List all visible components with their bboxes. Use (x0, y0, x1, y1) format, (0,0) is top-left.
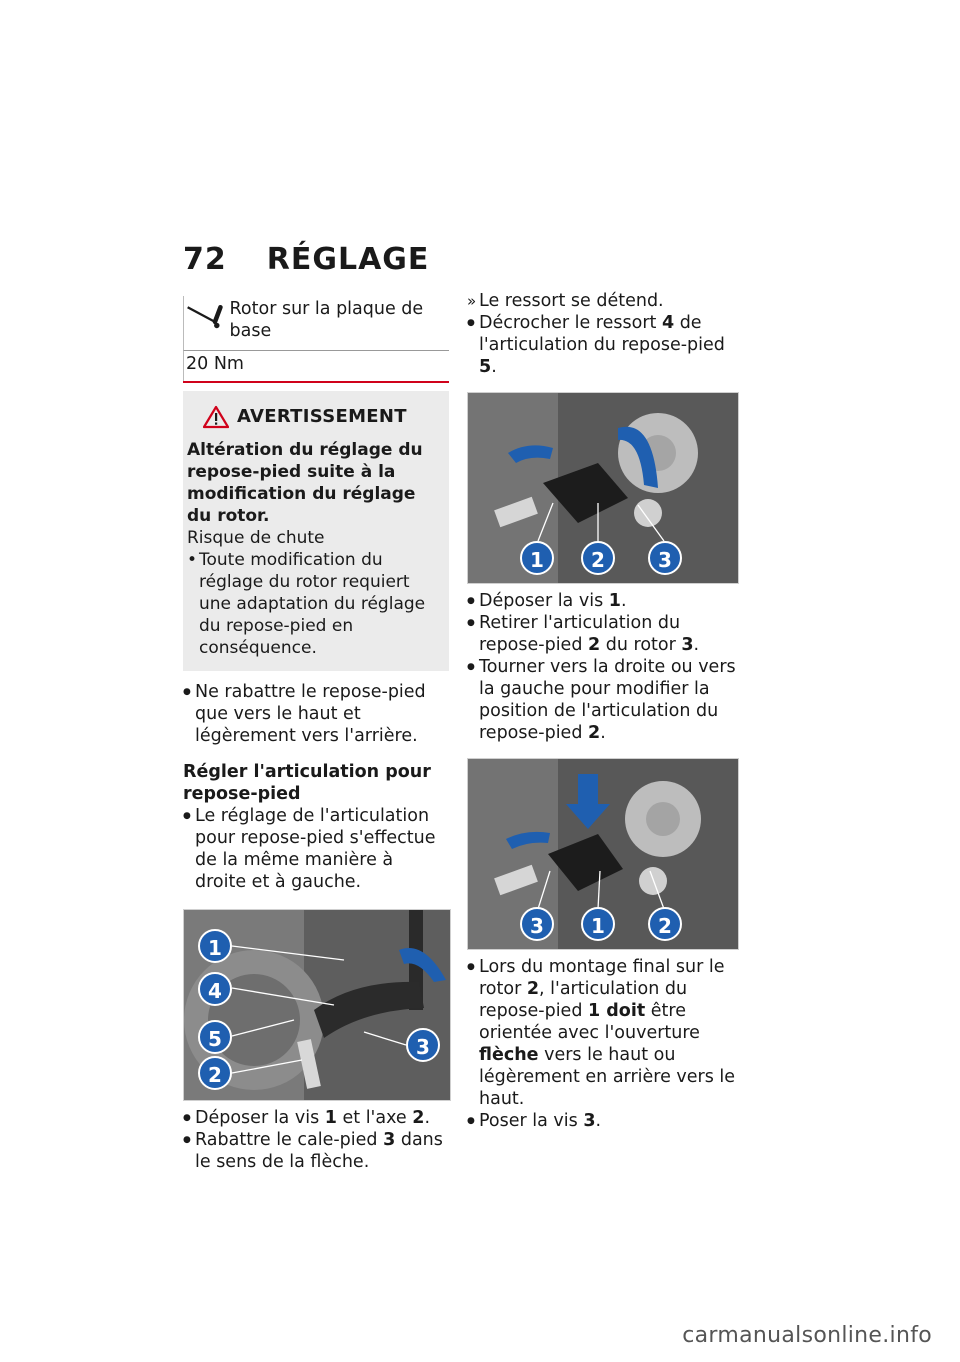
warning-headline: Altération du réglage du repose-pied suite à la modification du réglage du rotor. (187, 440, 423, 526)
figure-label-badge: 1 (198, 929, 232, 963)
figure-label-badge: 4 (198, 972, 232, 1006)
figure-rotor-assembly (467, 758, 739, 950)
instruction-item: ● Le réglage de l'articulation pour repose-pied s'effectue de la même manière à droite et à gauche. (183, 805, 449, 893)
instruction-item: ● Poser la vis 3. (467, 1110, 739, 1132)
figure-label-badge: 3 (406, 1028, 440, 1062)
watermark-text: carmanualsonline.info (682, 1323, 932, 1348)
instruction-item: ● Retirer l'articulation du repose-pied 2 du rotor 3. (467, 612, 739, 656)
warning-bullet: • Toute modification du réglage du rotor requiert une adaptation du réglage du repose-pied en conséquence. (187, 549, 443, 659)
warning-icon (203, 405, 229, 429)
instruction-item: ● Tourner vers la droite ou vers la gauche pour modifier la position de l'articulation du repose-pied 2. (467, 656, 739, 744)
instruction-item: ● Déposer la vis 1. (467, 590, 739, 612)
torque-wrench-icon (184, 296, 230, 344)
instruction-item: ● Rabattre le cale-pied 3 dans le sens de la flèche. (183, 1129, 449, 1173)
figure-label-badge: 2 (198, 1056, 232, 1090)
figure-label-badge: 2 (648, 907, 682, 941)
result-item: » Le ressort se détend. (467, 290, 739, 312)
figure-footrest-joint (183, 909, 451, 1101)
right-column (467, 290, 739, 1132)
page-number: 72 (183, 242, 227, 277)
instruction-item: ● Ne rabattre le repose-pied que vers le haut et légèrement vers l'arrière. (183, 681, 449, 747)
section-title: RÉGLAGE (266, 242, 430, 277)
warning-risk: Risque de chute (187, 528, 325, 548)
page-header (183, 242, 429, 277)
figure-rotor-removal (467, 392, 739, 584)
instruction-item: ● Lors du montage final sur le rotor 2, l'articulation du repose-pied 1 doit être orientée avec l'ouverture flèche vers le haut ou légèrement en arrière vers le haut. (467, 956, 739, 1110)
figure-label-badge: 1 (581, 907, 615, 941)
instruction-item: ● Décrocher le ressort 4 de l'articulation du repose-pied 5. (467, 312, 739, 378)
figure-label-badge: 5 (198, 1020, 232, 1054)
figure-label-badge: 3 (520, 907, 554, 941)
warning-box (183, 391, 449, 671)
torque-table (183, 296, 449, 383)
left-column (183, 296, 449, 1173)
instruction-item: ● Déposer la vis 1 et l'axe 2. (183, 1107, 449, 1129)
torque-value: 20 Nm (183, 351, 449, 381)
torque-label: Rotor sur la plaque de base (229, 299, 424, 341)
figure-label-badge: 2 (581, 541, 615, 575)
section-heading: Régler l'articulation pour repose-pied (183, 762, 431, 804)
warning-title: AVERTISSEMENT (237, 406, 407, 427)
figure-label-badge: 1 (520, 541, 554, 575)
figure-label-badge: 3 (648, 541, 682, 575)
